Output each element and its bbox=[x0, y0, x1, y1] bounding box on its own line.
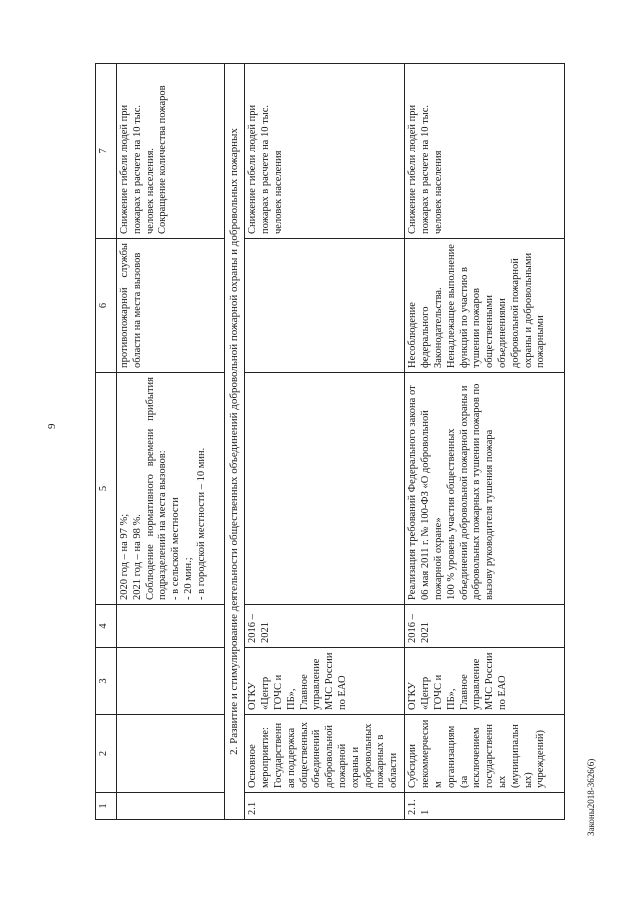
cell-consequences bbox=[245, 239, 405, 373]
cell-indicator: Снижение гибели людей при пожарах в расчете на 10 тыс. человек населения bbox=[245, 64, 405, 239]
cell-number: 2.1 bbox=[245, 793, 405, 820]
cell-event bbox=[117, 715, 225, 793]
cell-expected-result bbox=[245, 373, 405, 605]
cell-consequences: Несоблюдение федерального Законодательства. Ненадлежащее выполнение функций по участию в тушении пожаров общественными объединениями добровольной пожарной охраны и добровольными пожарными bbox=[405, 239, 565, 373]
cell-indicator: Снижение гибели людей при пожарах в расчете на 10 тыс. человек населения. Сокращение количества пожаров bbox=[117, 64, 225, 239]
page-number: 9 bbox=[46, 423, 58, 429]
header-col-3: 3 bbox=[96, 648, 117, 715]
header-col-6: 6 bbox=[96, 239, 117, 373]
footer-document-code: Законы2018-3626(6) bbox=[586, 758, 596, 836]
cell-responsible: ОГКУ «Центр ГОЧС и ПБ», Главное управление МЧС России по ЕАО bbox=[245, 648, 405, 715]
section-header-row bbox=[225, 64, 245, 820]
section-title: 2. Развитие и стимулирование деятельности общественных объединений добровольной пожарной охраны и добровольных пожарных bbox=[225, 64, 245, 820]
cell-expected-result: 2020 год – на 97 %; 2021 год – на 98 %. Соблюдение нормативного времени прибытия подразделений на места вызовов: - в сельской местности - 20 мин.; - в городской местности – 10 мин. bbox=[117, 373, 225, 605]
header-col-4: 4 bbox=[96, 605, 117, 648]
header-col-1: 1 bbox=[96, 793, 117, 820]
table-row-2-1-1 bbox=[405, 64, 565, 820]
cell-consequences: противопожарной службы области на места вызовов bbox=[117, 239, 225, 373]
table-row-continuation bbox=[117, 64, 225, 820]
cell-event: Основное мероприятие: Государственная поддержка общественных объединений добровольной пожарной охраны и добровольных пожарных в области bbox=[245, 715, 405, 793]
cell-responsible: ОГКУ «Центр ГОЧС и ПБ», Главное управление МЧС России по ЕАО bbox=[405, 648, 565, 715]
header-row bbox=[96, 64, 117, 820]
header-col-7: 7 bbox=[96, 64, 117, 239]
cell-number bbox=[117, 793, 225, 820]
cell-responsible bbox=[117, 648, 225, 715]
cell-event: Субсидии некоммерческим организациям (за исключением государственных (муниципальных) учреждений) bbox=[405, 715, 565, 793]
table-row-2-1 bbox=[245, 64, 405, 820]
cell-indicator: Снижение гибели людей при пожарах в расчете на 10 тыс. человек населения bbox=[405, 64, 565, 239]
cell-period: 2016 – 2021 bbox=[405, 605, 565, 648]
cell-period bbox=[117, 605, 225, 648]
cell-period: 2016 – 2021 bbox=[245, 605, 405, 648]
header-col-2: 2 bbox=[96, 715, 117, 793]
cell-expected-result: Реализация требований Федерального закона от 06 мая 2011 г. № 100-ФЗ «О добровольной пожарной охране» 100 % уровень участия общественных объединений добровольной пожарной охраны и добровольных пожарных в тушении пожаров по вызову руководителя тушения пожара bbox=[405, 373, 565, 605]
header-col-5: 5 bbox=[96, 373, 117, 605]
cell-number: 2.1.1 bbox=[405, 793, 565, 820]
program-table bbox=[95, 63, 565, 820]
